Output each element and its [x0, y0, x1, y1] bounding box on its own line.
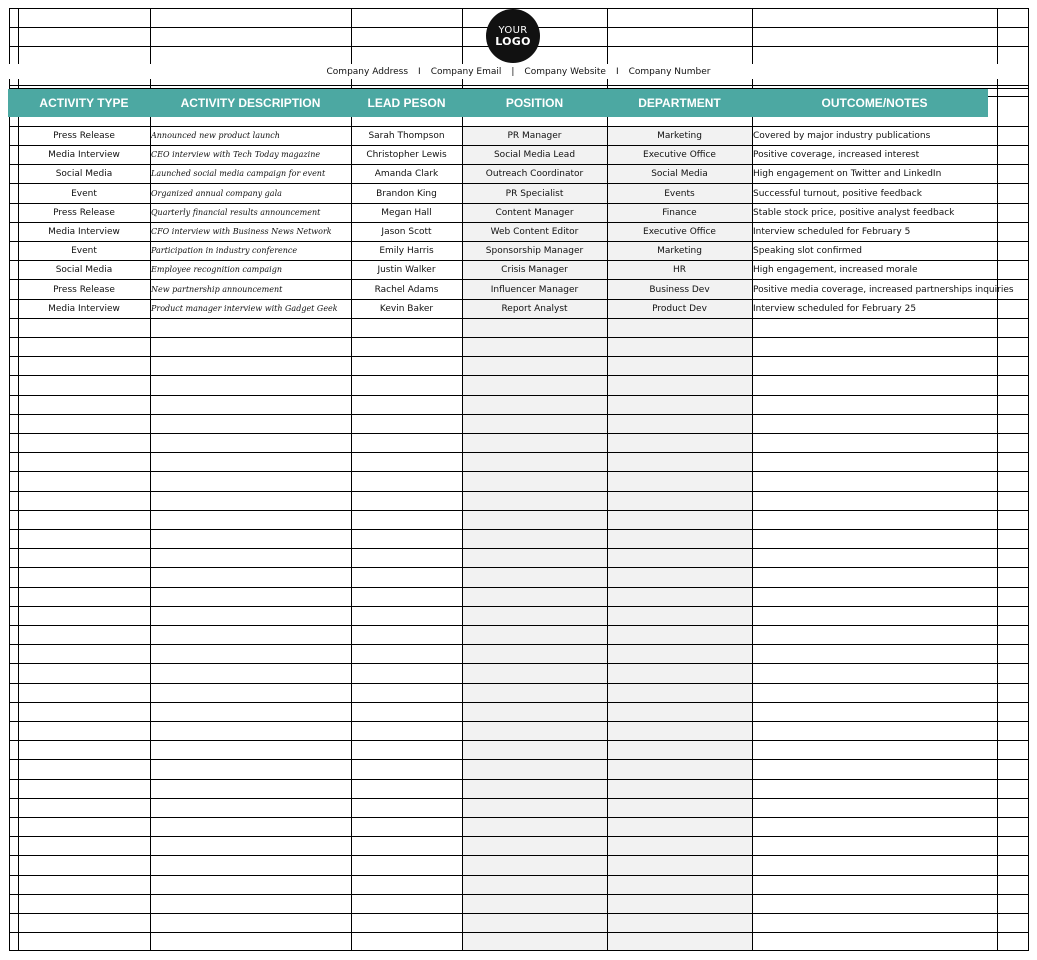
row-divider [10, 529, 1028, 530]
cell-outcome-notes[interactable]: Interview scheduled for February 25 [753, 303, 917, 314]
cell-position[interactable]: PR Specialist [505, 188, 564, 199]
row-divider [10, 375, 1028, 376]
cell-department[interactable]: Product Dev [652, 303, 707, 314]
row-divider [10, 337, 1028, 338]
row-divider [10, 491, 1028, 492]
cell-activity-description[interactable]: CEO interview with Tech Today magazine [151, 150, 321, 159]
row-divider [10, 721, 1028, 722]
row-divider [10, 510, 1028, 511]
company-website: Company Website [524, 66, 606, 77]
cell-activity-description[interactable]: Launched social media campaign for event [151, 169, 326, 178]
logo-line-1: YOUR [498, 25, 528, 36]
cell-lead-person[interactable]: Rachel Adams [374, 284, 439, 295]
cell-activity-description[interactable]: Quarterly financial results announcement [151, 208, 321, 217]
row-divider [10, 836, 1028, 837]
cell-activity-description[interactable]: Employee recognition campaign [151, 265, 282, 274]
cell-department[interactable]: Social Media [651, 168, 708, 179]
company-number: Company Number [628, 66, 711, 77]
header-position[interactable]: POSITION [505, 96, 564, 110]
cell-position[interactable]: Influencer Manager [490, 284, 579, 295]
row-divider [10, 567, 1028, 568]
row-divider [10, 759, 1028, 760]
separator: | [511, 66, 515, 77]
row-divider [10, 625, 1028, 626]
cell-outcome-notes[interactable]: High engagement, increased morale [753, 264, 918, 275]
cell-outcome-notes[interactable]: Covered by major industry publications [753, 130, 931, 141]
cell-outcome-notes[interactable]: Successful turnout, positive feedback [753, 188, 922, 199]
row-divider [10, 683, 1028, 684]
cell-activity-type[interactable]: Event [71, 245, 97, 256]
company-logo [486, 9, 540, 63]
cell-outcome-notes[interactable]: Positive coverage, increased interest [753, 149, 920, 160]
cell-outcome-notes[interactable]: Speaking slot confirmed [753, 245, 862, 256]
row-divider [10, 85, 1028, 86]
separator: I [418, 66, 421, 77]
cell-position[interactable]: PR Manager [507, 130, 562, 141]
cell-activity-type[interactable]: Media Interview [48, 303, 120, 314]
logo-line-2: LOGO [495, 35, 531, 48]
cell-activity-type[interactable]: Media Interview [48, 226, 120, 237]
cell-activity-type[interactable]: Press Release [53, 284, 115, 295]
row-divider [10, 644, 1028, 645]
cell-position[interactable]: Sponsorship Manager [485, 245, 584, 256]
row-divider [10, 798, 1028, 799]
cell-position[interactable]: Web Content Editor [490, 226, 579, 237]
cell-activity-type[interactable]: Event [71, 188, 97, 199]
cell-activity-description[interactable]: New partnership announcement [151, 285, 283, 294]
cell-position[interactable]: Social Media Lead [493, 149, 576, 160]
cell-department[interactable]: Marketing [657, 130, 702, 141]
row-divider [10, 932, 1028, 933]
row-divider [10, 875, 1028, 876]
cell-department[interactable]: Business Dev [649, 284, 710, 295]
row-divider [10, 663, 1028, 664]
cell-lead-person[interactable]: Amanda Clark [374, 168, 439, 179]
row-divider [10, 587, 1028, 588]
cell-activity-type[interactable]: Media Interview [48, 149, 120, 160]
company-email: Company Email [430, 66, 502, 77]
row-divider [10, 395, 1028, 396]
header-department[interactable]: DEPARTMENT [638, 96, 721, 110]
header-outcome-notes[interactable]: OUTCOME/NOTES [821, 96, 928, 110]
row-divider [10, 471, 1028, 472]
row-divider [10, 855, 1028, 856]
cell-activity-type[interactable]: Social Media [55, 168, 113, 179]
cell-position[interactable]: Crisis Manager [501, 264, 568, 275]
header-lead-person[interactable]: LEAD PESON [367, 96, 446, 110]
company-contact-line [9, 64, 1028, 79]
row-divider [10, 318, 1028, 319]
row-divider [10, 913, 1028, 914]
row-divider [10, 702, 1028, 703]
cell-lead-person[interactable]: Christopher Lewis [366, 149, 447, 160]
cell-position[interactable]: Outreach Coordinator [485, 168, 584, 179]
cell-lead-person[interactable]: Justin Walker [377, 264, 436, 275]
company-address: Company Address [326, 66, 409, 77]
header-activity-type[interactable]: ACTIVITY TYPE [39, 96, 129, 110]
cell-activity-type[interactable]: Press Release [53, 130, 115, 141]
separator: I [615, 66, 619, 77]
cell-activity-description[interactable]: Participation in industry conference [151, 246, 298, 255]
cell-department[interactable]: Events [664, 188, 695, 199]
row-divider [10, 414, 1028, 415]
cell-activity-type[interactable]: Press Release [53, 207, 115, 218]
cell-department[interactable]: Marketing [657, 245, 702, 256]
cell-activity-description[interactable]: Product manager interview with Gadget Geek [151, 304, 338, 313]
cell-activity-description[interactable]: CFO interview with Business News Network [151, 227, 332, 236]
cell-outcome-notes[interactable]: Stable stock price, positive analyst feedback [753, 207, 955, 218]
cell-lead-person[interactable]: Kevin Baker [379, 303, 434, 314]
cell-department[interactable]: HR [672, 264, 687, 275]
cell-lead-person[interactable]: Megan Hall [381, 207, 432, 218]
row-divider [10, 740, 1028, 741]
row-divider [10, 548, 1028, 549]
header-activity-description[interactable]: ACTIVITY DESCRIPTION [180, 96, 321, 110]
cell-position[interactable]: Report Analyst [501, 303, 568, 314]
row-divider [10, 452, 1028, 453]
row-divider [10, 433, 1028, 434]
cell-outcome-notes[interactable]: Interview scheduled for February 5 [753, 226, 911, 237]
row-divider [10, 779, 1028, 780]
cell-lead-person[interactable]: Emily Harris [379, 245, 434, 256]
cell-lead-person[interactable]: Sarah Thompson [368, 130, 445, 141]
row-divider [10, 606, 1028, 607]
row-divider [10, 356, 1028, 357]
cell-outcome-notes[interactable]: Positive media coverage, increased partnerships inquiries [753, 284, 1014, 295]
cell-activity-description[interactable]: Organized annual company gala [151, 189, 282, 198]
cell-activity-description[interactable]: Announced new product launch [151, 131, 280, 140]
cell-activity-type[interactable]: Social Media [55, 264, 113, 275]
cell-department[interactable]: Finance [662, 207, 697, 218]
cell-department[interactable]: Executive Office [643, 149, 716, 160]
cell-lead-person[interactable]: Brandon King [376, 188, 437, 199]
row-divider [10, 894, 1028, 895]
cell-department[interactable]: Executive Office [643, 226, 716, 237]
row-divider [10, 817, 1028, 818]
cell-outcome-notes[interactable]: High engagement on Twitter and LinkedIn [753, 168, 942, 179]
cell-lead-person[interactable]: Jason Scott [381, 226, 432, 237]
cell-position[interactable]: Content Manager [495, 207, 574, 218]
